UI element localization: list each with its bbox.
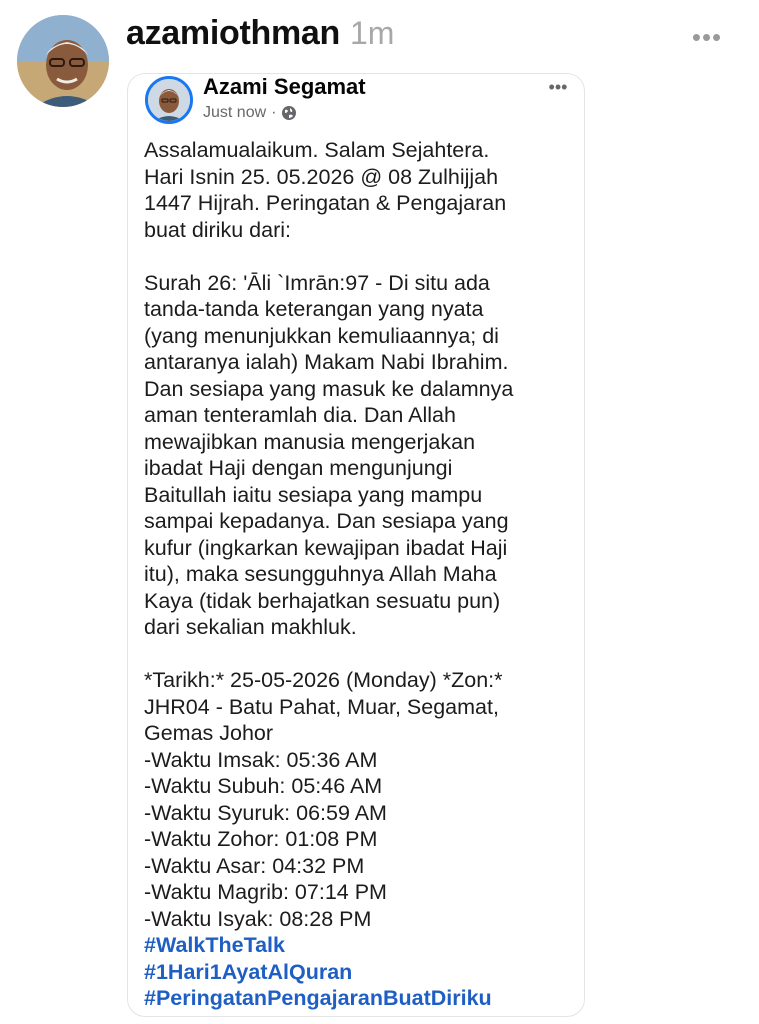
text-line: Surah 26: 'Āli `Imrān:97 - Di situ ada [144,270,490,295]
avatar-photo [17,15,109,107]
hashtag-link[interactable]: #1Hari1AyatAlQuran [144,959,353,984]
thread-username[interactable]: azamiothman [126,14,340,52]
meta-separator: · [271,104,277,121]
text-line: (yang menunjukkan kemuliaannya; di [144,323,499,348]
avatar-photo [148,79,190,121]
hashtag-link[interactable]: #PeringatanPengajaranBuatDiriku [144,986,492,1010]
prayer-time-zohor: -Waktu Zohor: 01:08 PM [144,827,378,851]
text-line: sampai kepadanya. Dan sesiapa yang [144,509,509,533]
fb-author-name[interactable]: Azami Segamat [203,74,366,99]
prayer-time-syuruk: -Waktu Syuruk: 06:59 AM [144,800,387,825]
paragraph-verse [144,270,576,641]
text-line: JHR04 - Batu Pahat, Muar, Segamat, [144,694,499,719]
text-line: Gemas Johor [144,721,274,745]
paragraph-prayer-times [144,667,576,932]
text-line: *Tarikh:* 25-05-2026 (Monday) *Zon:* [144,668,503,692]
text-line: itu), maka sesungguhnya Allah Maha [144,562,497,586]
paragraph-gap [144,243,576,270]
fb-post-meta [203,104,297,122]
text-line: Dan sesiapa yang masuk ke dalamnya [144,376,514,401]
prayer-time-isyak: -Waktu Isyak: 08:28 PM [144,906,372,931]
shared-facebook-post-card[interactable] [127,73,585,1017]
more-horizontal-icon[interactable]: ••• [691,22,723,52]
globe-icon [281,105,297,121]
text-line: 1447 Hijrah. Peringatan & Pengajaran [144,191,507,215]
text-line: Hari Isnin 25. 05.2026 @ 08 Zulhijjah [144,164,499,189]
paragraph-greeting [144,137,576,243]
prayer-time-asar: -Waktu Asar: 04:32 PM [144,853,365,878]
hashtag-list [144,932,576,1012]
prayer-time-subuh: -Waktu Subuh: 05:46 AM [144,774,383,798]
text-line: mewajibkan manusia mengerjakan [144,429,476,454]
paragraph-gap [144,641,576,668]
thread-timestamp: 1m [349,15,395,51]
thread-author-avatar[interactable] [17,15,109,107]
text-line: Assalamualaikum. Salam Sejahtera. [144,138,490,162]
text-line: Baitullah iaitu sesiapa yang mampu [144,482,483,507]
prayer-time-magrib: -Waktu Magrib: 07:14 PM [144,880,387,904]
text-line: aman tenteramlah dia. Dan Allah [144,403,456,427]
text-line: antaranya ialah) Makam Nabi Ibrahim. [144,350,509,374]
text-line: buat diriku dari: [144,217,291,242]
thread-header [126,14,394,62]
prayer-time-imsak: -Waktu Imsak: 05:36 AM [144,747,378,772]
text-line: dari sekalian makhluk. [144,615,357,639]
text-line: tanda-tanda keterangan yang nyata [144,297,484,321]
more-horizontal-icon[interactable]: ••• [548,77,568,97]
text-line: ibadat Haji dengan mengunjungi [144,456,453,480]
text-line: kufur (ingkarkan kewajipan ibadat Haji [144,535,508,560]
text-line: Kaya (tidak berhajatkan sesuatu pun) [144,588,501,613]
post-body [144,137,576,1012]
fb-author-avatar[interactable] [145,76,193,124]
fb-post-time[interactable]: Just now [203,104,267,121]
hashtag-link[interactable]: #WalkTheTalk [144,933,285,957]
